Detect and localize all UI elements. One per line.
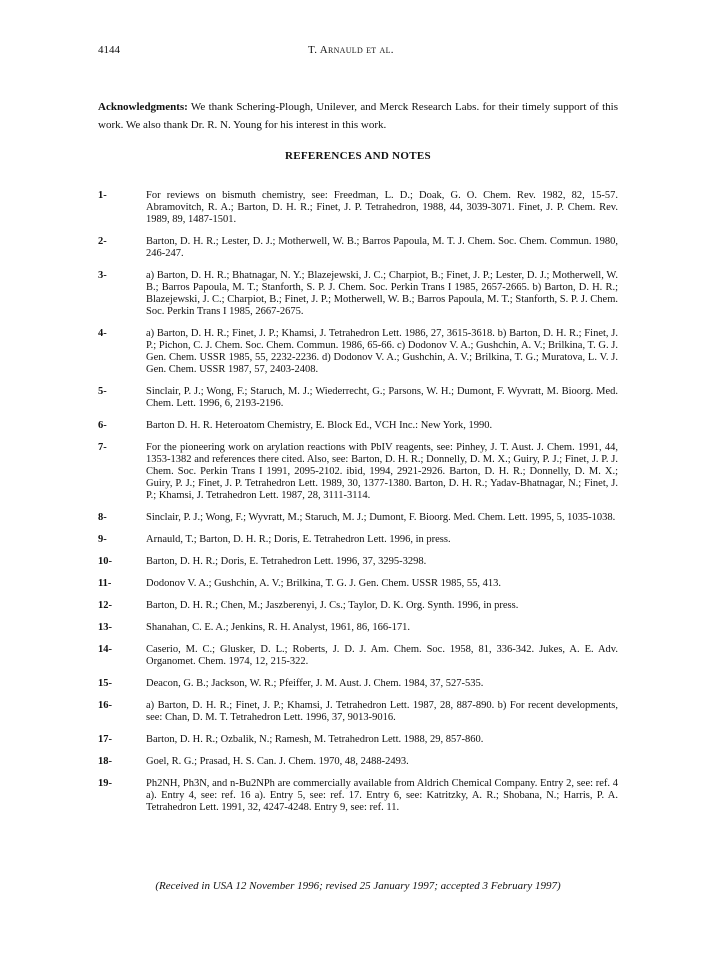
reference-number: 1-: [98, 190, 107, 201]
reference-text: For reviews on bismuth chemistry, see: Freedman, L. D.; Doak, G. O. Chem. Rev. 1982, 82, 15-57. Abramovitch, R. A.; Barton, D. H. R.; Finet, J. P. Tetrahedron, 1988, 44, 3039-3071. Finet, J. P. Chem. Rev. 1989, 89, 1487-1501.: [146, 190, 618, 225]
reference-number: 6-: [98, 420, 107, 431]
reference-item: [98, 190, 618, 226]
reference-item: [98, 578, 618, 590]
reference-text: Sinclair, P. J.; Wong, F.; Staruch, M. J.; Wiederrecht, G.; Parsons, W. H.; Dumont, F. Wyvratt, M. Bioorg. Med. Chem. Lett. 1996, 6, 2193-2196.: [146, 386, 618, 409]
reference-text: a) Barton, D. H. R.; Finet, J. P.; Khamsi, J. Tetrahedron Lett. 1987, 28, 887-890. b) For recent developments, see: Chan, D. M. T. Tetrahedron Lett. 1996, 37, 9013-9016.: [146, 700, 618, 723]
reference-text: Barton, D. H. R.; Ozbalik, N.; Ramesh, M. Tetrahedron Lett. 1988, 29, 857-860.: [146, 734, 484, 745]
references-list: [98, 190, 618, 824]
reference-text: Goel, R. G.; Prasad, H. S. Can. J. Chem. 1970, 48, 2488-2493.: [146, 756, 409, 767]
acknowledgments-label: Acknowledgments:: [98, 101, 188, 113]
reference-text: Barton, D. H. R.; Chen, M.; Jaszberenyi, J. Cs.; Taylor, D. K. Org. Synth. 1996, in press.: [146, 600, 519, 611]
reference-number: 11-: [98, 578, 112, 589]
reference-number: 9-: [98, 534, 107, 545]
reference-text: Shanahan, C. E. A.; Jenkins, R. H. Analyst, 1961, 86, 166-171.: [146, 622, 410, 633]
reference-number: 2-: [98, 236, 107, 247]
reference-number: 15-: [98, 678, 112, 689]
reference-text: Deacon, G. B.; Jackson, W. R.; Pfeiffer, J. M. Aust. J. Chem. 1984, 37, 527-535.: [146, 678, 484, 689]
reference-item: [98, 442, 618, 502]
reference-item: [98, 644, 618, 668]
reference-item: [98, 600, 618, 612]
reference-number: 16-: [98, 700, 112, 711]
reference-text: a) Barton, D. H. R.; Finet, J. P.; Khamsi, J. Tetrahedron Lett. 1986, 27, 3615-3618. b) Barton, D. H. R.; Finet, J. P.; Pichon, C. J. Chem. Soc. Chem. Commun. 1986, 65-66. c) Dodonov V. A.; Gushchin, A. V.; Brilkina, T. G. J. Gen. Chem. USSR 1985, 55, 2232-2236. d) Dodonov V. A.; Gushchin, A. V.; Brilkina, T. G.; Muratova, L. V. J. Gen. Chem. USSR 1987, 57, 2403-2408.: [146, 328, 618, 375]
reference-item: [98, 328, 618, 376]
reference-item: [98, 756, 618, 768]
reference-item: [98, 700, 618, 724]
reference-text: Caserio, M. C.; Glusker, D. L.; Roberts, J. D. J. Am. Chem. Soc. 1958, 81, 336-342. Jukes, A. E. Adv. Organomet. Chem. 1974, 12, 215-322.: [146, 644, 618, 667]
received-dates: (Received in USA 12 November 1996; revised 25 January 1997; accepted 3 February 1997): [155, 880, 561, 892]
reference-number: 8-: [98, 512, 107, 523]
reference-text: Barton, D. H. R.; Lester, D. J.; Motherwell, W. B.; Barros Papoula, M. T. J. Chem. Soc. Chem. Commun. 1980, 246-247.: [146, 236, 618, 259]
reference-text: Sinclair, P. J.; Wong, F.; Wyvratt, M.; Staruch, M. J.; Dumont, F. Bioorg. Med. Chem. Lett. 1995, 5, 1035-1038.: [146, 512, 616, 523]
reference-text: Arnauld, T.; Barton, D. H. R.; Doris, E. Tetrahedron Lett. 1996, in press.: [146, 534, 451, 545]
reference-text: a) Barton, D. H. R.; Bhatnagar, N. Y.; Blazejewski, J. C.; Charpiot, B.; Finet, J. P.; Lester, D. J.; Motherwell, W. B.; Barros Papoula, M. T.; Stanforth, S. P. J. Chem. Soc. Perkin Trans I 1985, 2657-2665. b) Barton, D. H. R.; Blazejewski, J. C.; Charpiot, B.; Finet, J. P.; Motherwell, W. B.; Barros Papoula, M. T.; Stanforth, S. P. J. Chem. Soc. Perkin Trans I 1985, 2667-2675.: [146, 270, 618, 317]
reference-item: [98, 778, 618, 814]
reference-item: [98, 734, 618, 746]
reference-text: Barton, D. H. R.; Doris, E. Tetrahedron Lett. 1996, 37, 3295-3298.: [146, 556, 427, 567]
reference-number: 14-: [98, 644, 112, 655]
reference-item: [98, 534, 618, 546]
reference-number: 3-: [98, 270, 107, 281]
reference-number: 19-: [98, 778, 112, 789]
page-number: 4144: [98, 44, 120, 56]
reference-number: 17-: [98, 734, 112, 745]
acknowledgments-text: We thank Schering-Plough, Unilever, and Merck Research Labs. for their timely support of this work. We also thank Dr. R. N. Young for his interest in this work.: [98, 101, 618, 131]
reference-number: 7-: [98, 442, 107, 453]
reference-number: 13-: [98, 622, 112, 633]
reference-item: [98, 386, 618, 410]
reference-item: [98, 236, 618, 260]
reference-number: 10-: [98, 556, 112, 567]
reference-item: [98, 622, 618, 634]
reference-item: [98, 420, 618, 432]
reference-number: 4-: [98, 328, 107, 339]
reference-text: Barton D. H. R. Heteroatom Chemistry, E. Block Ed., VCH Inc.: New York, 1990.: [146, 420, 493, 431]
reference-text: Ph2NH, Ph3N, and n-Bu2NPh are commercially available from Aldrich Chemical Company. Entry 2, see: ref. 4 a). Entry 4, see: ref. 16 a). Entry 5, see: ref. 17. Entry 6, see: Katritzky, A. R.; Shobana, N.; Harris, P. A. Tetrahedron Lett. 1991, 32, 4247-4248. Entry 9, see: ref. 11.: [146, 778, 618, 813]
reference-item: [98, 512, 618, 524]
acknowledgments: [98, 98, 618, 134]
reference-item: [98, 270, 618, 318]
reference-text: Dodonov V. A.; Gushchin, A. V.; Brilkina, T. G. J. Gen. Chem. USSR 1985, 55, 413.: [146, 578, 501, 589]
reference-item: [98, 556, 618, 568]
reference-number: 5-: [98, 386, 107, 397]
reference-number: 12-: [98, 600, 112, 611]
reference-text: For the pioneering work on arylation reactions with PbIV reagents, see: Pinhey, J. T. Aust. J. Chem. 1991, 44, 1353-1382 and references there cited. Also, see: Barton, D. H. R.; Donnelly, D. M. X.; Guiry, P. J.; Finet, J. P. J. Chem. Soc. Perkin Trans I 1991, 2095-2102. ibid, 1994, 2921-2926. Barton, D. H. R.; Donnelly, D. M. X.; Guiry, P. J.; Finet, J. P. Tetrahedron Lett. 1989, 30, 1377-1380. Barton, D. H. R.; Yadav-Bhatnagar, N.; Finet, J. P.; Khamsi, J. Tetrahedron Lett. 1987, 28, 3111-3114.: [146, 442, 618, 501]
references-heading: REFERENCES AND NOTES: [285, 150, 431, 162]
reference-number: 18-: [98, 756, 112, 767]
running-head: T. Arnauld et al.: [308, 44, 394, 56]
reference-item: [98, 678, 618, 690]
